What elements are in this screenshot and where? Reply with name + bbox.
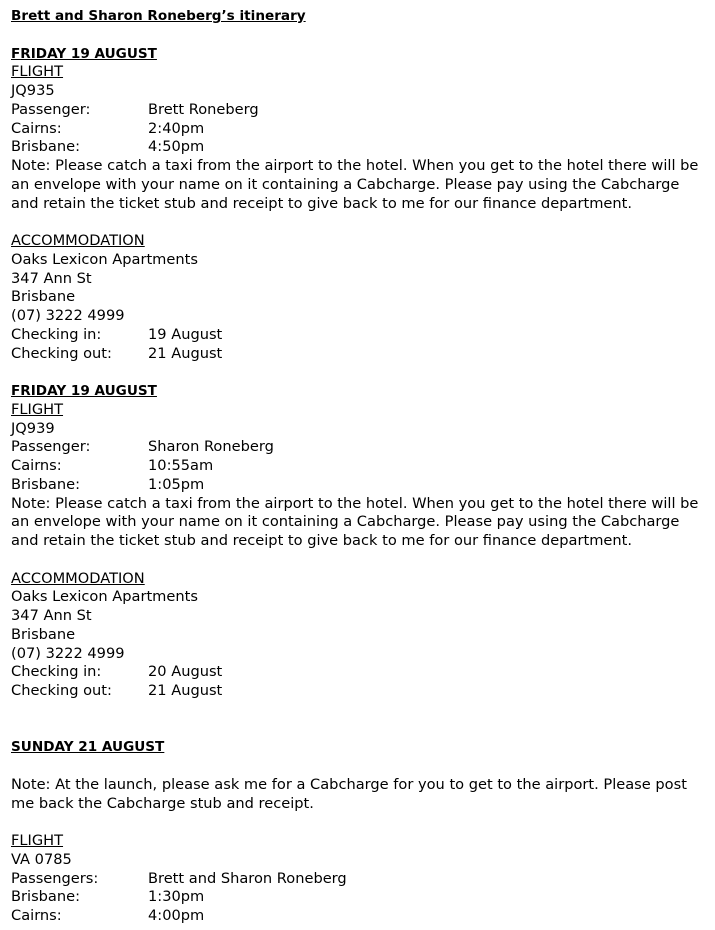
document-title: Brett and Sharon Roneberg’s itinerary [11,8,306,24]
row-key: Cairns: [11,119,62,137]
flight-label: FLIGHT [11,832,64,849]
passenger-row [11,101,711,120]
hotel-phone: (07) 3222 4999 [11,307,125,324]
departure-row [11,120,711,139]
row-key: Cairns: [11,457,62,474]
arrival-row [11,476,711,495]
section-brett [11,45,711,364]
spacer [11,213,711,232]
row-value: 4:00pm [148,907,205,924]
flight-code: JQ935 [11,82,55,99]
hotel-name: Oaks Lexicon Apartments [11,588,198,606]
spacer [11,363,711,382]
arrival-row [11,907,711,926]
cabcharge-note: Note: At the launch, please ask me for a Cabcharge for you to get to the airport. Please post me back the Cabcharge stub and receipt. [11,775,687,812]
departure-row [11,888,711,907]
row-key: Brisbane: [11,475,81,493]
flight-label: FLIGHT [11,400,64,418]
section-date: SUNDAY 21 AUGUST [11,739,165,756]
taxi-note: Note: Please catch a taxi from the airport to the hotel. When you get to the hotel there will be an envelope with your name on it containing a Cabcharge. Please pay using the Cabcharge and retain the ticket stub and receipt to give back to me for our finance department. [11,157,699,212]
row-value: Brett and Sharon Roneberg [148,869,347,887]
passenger-row [11,438,711,457]
row-key: Passengers: [11,869,99,887]
check-out-row [11,345,711,364]
spacer [11,720,711,739]
row-value: 21 August [148,682,223,699]
row-value: 10:55am [148,457,214,474]
row-key: Brisbane: [11,888,81,906]
hotel-street: 347 Ann St [11,269,92,287]
row-value: 4:50pm [148,138,205,156]
spacer [11,701,711,720]
check-in-row [11,663,711,682]
spacer [11,757,711,776]
row-value: 20 August [148,663,223,681]
row-key: Checking out: [11,344,112,362]
itinerary-document [11,7,711,926]
row-key: Passenger: [11,100,91,118]
row-value: 1:30pm [148,888,205,906]
row-key: Checking in: [11,325,102,343]
arrival-row [11,138,711,157]
spacer [11,813,711,832]
row-value: 19 August [148,325,223,343]
section-date: FRIDAY 19 AUGUST [11,383,157,399]
row-key: Checking in: [11,663,102,681]
flight-code: JQ939 [11,419,55,437]
row-value: 2:40pm [148,119,205,137]
hotel-city: Brisbane [11,625,76,643]
section-sunday [11,738,711,926]
section-date: FRIDAY 19 AUGUST [11,45,157,62]
hotel-name: Oaks Lexicon Apartments [11,250,198,268]
row-key: Cairns: [11,907,62,924]
row-value: 1:05pm [148,475,205,493]
row-key: Checking out: [11,682,112,699]
spacer [11,551,711,570]
flight-label: FLIGHT [11,63,64,81]
departure-row [11,457,711,476]
check-in-row [11,326,711,345]
accommodation-label: ACCOMMODATION [11,569,145,587]
passengers-row [11,870,711,889]
check-out-row [11,682,711,701]
hotel-phone: (07) 3222 4999 [11,644,125,662]
row-value: Brett Roneberg [148,100,259,118]
flight-code: VA 0785 [11,850,72,868]
row-value: 21 August [148,344,223,362]
row-value: Sharon Roneberg [148,438,274,456]
row-key: Passenger: [11,438,91,456]
section-sharon [11,382,711,701]
hotel-street: 347 Ann St [11,607,92,624]
spacer [11,26,711,45]
hotel-city: Brisbane [11,288,76,306]
row-key: Brisbane: [11,138,81,156]
taxi-note: Note: Please catch a taxi from the airport to the hotel. When you get to the hotel there will be an envelope with your name on it containing a Cabcharge. Please pay using the Cabcharge and retain the ticket stub and receipt to give back to me for our finance department. [11,494,699,549]
accommodation-label: ACCOMMODATION [11,232,145,249]
